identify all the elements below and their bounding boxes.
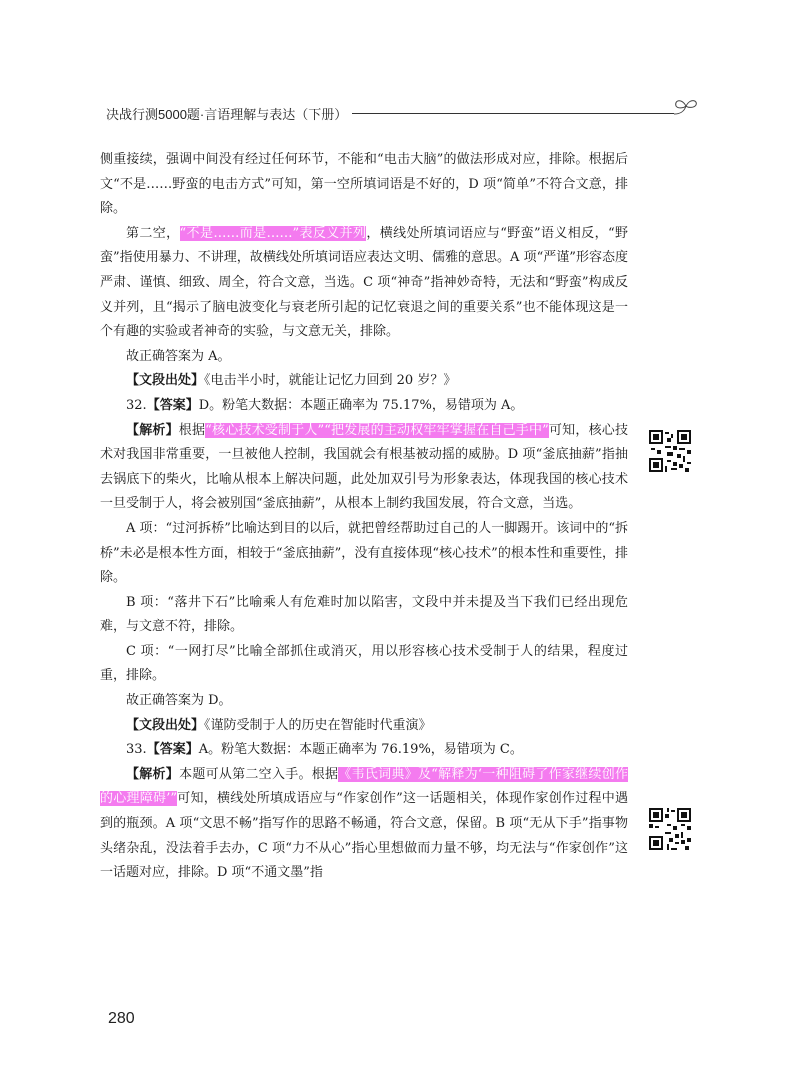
paragraph: C 项：“一网打尽”比喻全部抓住或消灭，用以形容核心技术受制于人的结果，程度过重，排除。 [100, 643, 628, 684]
answer-line: 故正确答案为 A。 [126, 348, 231, 364]
text-run: 可知，核心技术对我国非常重要，一旦被他人控制，我国就会有根基被动摇的威胁。D 项“釜底抽薪”指抽去锅底下的柴火，比喻从根本上解决问题，此处加双引号为形象表达，体现我国的核心技术一旦受制于人，将会被别国“釜底抽薪”，从根本上制约我国发展，符合文意，当选。 [100, 422, 628, 512]
highlight-mark: “核心技术受制于人”“把发展的主动权牢牢掌握在自己手中” [205, 422, 549, 438]
highlight-mark: 《韦氏词典》及“解释为‘一种阻碍了作家继续创作的心理障碍’” [100, 766, 628, 807]
page-header-title: 决战行测5000题·言语理解与表达（下册） [106, 107, 348, 122]
header-rule [352, 113, 674, 114]
text-run: 可知，横线处所填成语应与“作家创作”这一话题相关，体现作家创作过程中遇到的瓶颈。A 项“文思不畅”指写作的思路不畅通，符合文意，保留。B 项“无从下手”指事物头绪杂乱，没法着手去办，C 项“力不从心”指心里想做而力量不够，均无法与“作家创作”这一话题对应，排除。D 项“不通文墨”指 [100, 791, 629, 881]
answer-label: 【答案】 [146, 742, 199, 758]
answer-line: 故正确答案为 D。 [126, 693, 232, 709]
page-number: 280 [108, 1010, 135, 1027]
source-label: 【文段出处】 [126, 373, 205, 389]
question-number: 33. [126, 742, 147, 758]
source-line [100, 369, 628, 394]
paragraph: B 项：“落井下石”比喻乘人有危难时加以陷害，文段中并未提及当下我们已经出现危难，与文意不符，排除。 [100, 594, 628, 635]
answer-label: 【答案】 [146, 397, 199, 413]
source-label: 【文段出处】 [126, 717, 205, 733]
text-run: 本题可从第二空入手。根据 [179, 766, 339, 782]
question-answer-32 [100, 394, 628, 419]
analysis-label: 【解析】 [126, 766, 180, 782]
question-number: 32. [126, 397, 147, 413]
sprout-icon [668, 94, 700, 124]
page-body [100, 148, 628, 886]
highlight-mark: “不是……而是……”表反义并列 [179, 225, 367, 241]
source-title: 《电击半小时，就能让记忆力回到 20 岁？》 [204, 373, 457, 389]
answer-text: A。粉笔大数据：本题正确率为 76.19%，易错项为 C。 [198, 742, 523, 758]
analysis-paragraph [100, 419, 628, 517]
text-run: 第二空， [126, 225, 180, 241]
qr-code-icon[interactable] [649, 430, 691, 472]
question-answer-33 [100, 738, 628, 763]
source-line [100, 714, 628, 739]
analysis-label: 【解析】 [126, 422, 179, 438]
paragraph: A 项：“过河拆桥”比喻达到目的以后，就把曾经帮助过自己的人一脚踢开。该词中的“拆桥”未必是根本性方面，相较于“釜底抽薪”，没有直接体现“核心技术”的根本性和重要性，排除。 [100, 520, 628, 586]
source-title: 《谨防受制于人的历史在智能时代重演》 [204, 717, 432, 733]
analysis-paragraph [100, 763, 628, 886]
qr-code-icon[interactable] [649, 808, 691, 850]
text-run: 根据 [178, 422, 206, 438]
paragraph [100, 222, 628, 345]
text-run: ，横线处所填词语应与“野蛮”语义相反，“野蛮”指使用暴力、不讲理，故横线处所填词语应表达文明、儒雅的意思。A 项“严谨”形容态度严肃、谨慎、细致、周全，符合文意，当选。C 项“神奇”指神妙奇特，无法和“野蛮”构成反义并列，且“揭示了脑电波变化与衰老所引起的记忆衰退之间的重要关系”也不能体现这是一个有趣的实验或者神奇的实验，与文意无关，排除。 [100, 225, 628, 340]
answer-text: D。粉笔大数据：本题正确率为 75.17%，易错项为 A。 [198, 397, 524, 413]
paragraph: 侧重接续，强调中间没有经过任何环节，不能和“电击大脑”的做法形成对应，排除。根据后文“不是……野蛮的电击方式”可知，第一空所填词语是不好的，D 项“简单”不符合文意，排除。 [100, 152, 628, 217]
